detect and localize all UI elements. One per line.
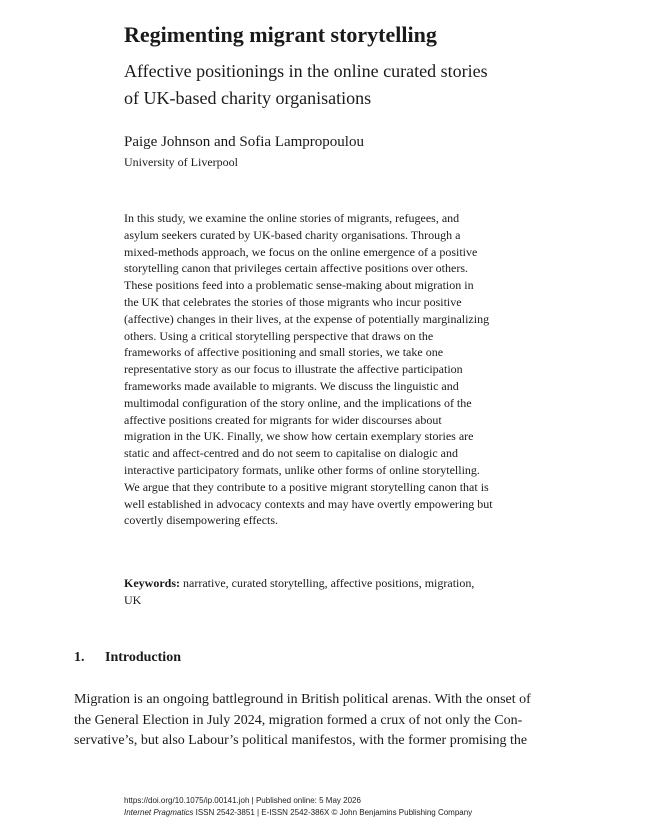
abstract-line: We argue that they contribute to a positive migrant storytelling canon that is (124, 479, 489, 494)
keywords-line: UK (124, 592, 142, 607)
body-line: servative’s, but also Labour’s political manifestos, with the former promising the (74, 733, 528, 748)
abstract-line: frameworks made available to migrants. We discuss the linguistic and (124, 378, 459, 393)
author-affiliation: University of Liverpool (124, 155, 238, 169)
abstract-line: interactive participatory formats, unlike other forms of online storytelling. (124, 462, 480, 477)
abstract-line: migration in the UK. Finally, we show how certain exemplary stories are (124, 429, 474, 444)
footer-separator: | (249, 796, 256, 805)
journal-name: Internet Pragmatics (124, 808, 194, 817)
footer-line (124, 807, 472, 819)
subtitle-line: Affective positionings in the online curated stories (124, 61, 488, 81)
abstract-line: storytelling canon that privileges certain affective positions over others. (124, 261, 469, 276)
section-heading (74, 650, 181, 666)
abstract-line: frameworks of affective positioning and small stories, we take one (124, 345, 444, 360)
paper-title: Regimenting migrant storytelling (124, 22, 437, 47)
abstract-line: representative story as our focus to illustrate the affective participation (124, 362, 463, 377)
abstract-line: multimodal configuration of the story online, and the implications of the (124, 395, 472, 410)
keywords-list: narrative, curated storytelling, affective positions, migration, (180, 576, 475, 590)
keywords-line (124, 575, 564, 592)
abstract-line: (affective) changes in their lives, at the expense of potentially marginalizing (124, 311, 490, 326)
author-names: Paige Johnson and Sofia Lampropoulou (124, 134, 364, 150)
footer-line (124, 795, 472, 807)
abstract-line: the UK that celebrates the stories of those migrants who incur positive (124, 294, 462, 309)
section-title: Introduction (105, 650, 181, 665)
abstract-line: static and affect-centred and do not seem to capitalise on dialogic and (124, 446, 458, 461)
doi-link[interactable]: https://doi.org/10.1075/ip.00141.joh (124, 796, 250, 805)
footer (124, 795, 472, 819)
section-number: 1. (74, 650, 85, 665)
abstract-line: In this study, we examine the online stories of migrants, refugees, and (124, 211, 460, 225)
body-line: the General Election in July 2024, migration formed a crux of not only the Con- (74, 712, 523, 728)
abstract-line: These positions feed into a problematic sense-making about migration in (124, 278, 474, 293)
abstract-line: asylum seekers curated by UK-based charity organisations. Through a (124, 227, 461, 242)
abstract-line: covertly disempowering effects. (124, 513, 279, 528)
abstract (124, 210, 564, 529)
abstract-line: well established in advocacy contexts and may have overtly empowering but (124, 496, 493, 511)
abstract-line: others. Using a critical storytelling perspective that draws on the (124, 328, 434, 343)
paper-subtitle (124, 58, 594, 112)
published-date: Published online: 5 May 2026 (255, 796, 361, 805)
issn-copyright: ISSN 2542-3851 | E-ISSN 2542-386X © John Benjamins Publishing Company (195, 808, 473, 817)
abstract-line: affective positions created for migrants for wider discourses about (124, 412, 442, 427)
abstract-line: mixed-methods approach, we focus on the online emergence of a positive (124, 244, 478, 259)
body-line: Migration is an ongoing battleground in British political arenas. With the onset of (74, 692, 531, 707)
body-text (74, 690, 584, 752)
keywords-label: Keywords: (124, 576, 180, 590)
keywords (124, 575, 564, 609)
subtitle-line: of UK-based charity organisations (124, 88, 372, 108)
